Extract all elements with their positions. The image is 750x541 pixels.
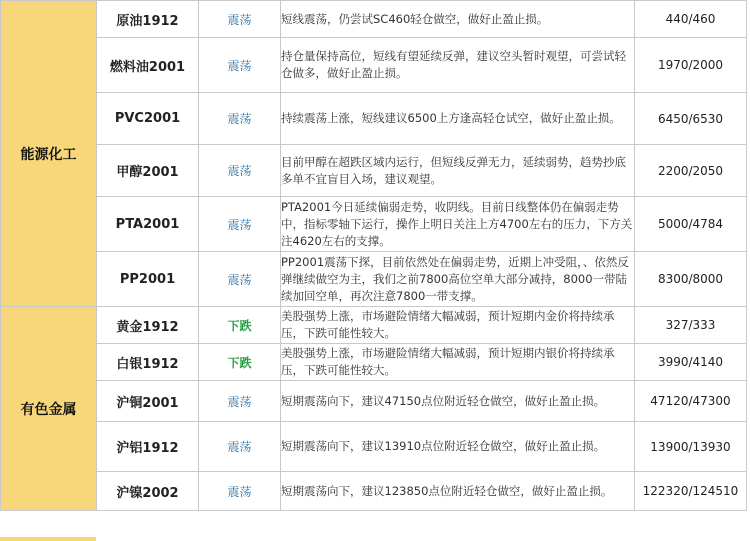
trend-label: 震荡 [227, 58, 252, 73]
strategy-comment: 短期震荡向下，建议47150点位附近轻仓做空，做好止盈止损。 [281, 381, 635, 422]
support-resistance-price: 13900/13930 [635, 422, 747, 472]
trend-cell [199, 344, 281, 381]
support-resistance-price: 440/460 [635, 1, 747, 38]
strategy-comment: 短期震荡向下，建议13910点位附近轻仓做空，做好止盈止损。 [281, 422, 635, 472]
support-resistance-price: 1970/2000 [635, 38, 747, 93]
sector-label: 能源化工 [1, 1, 97, 307]
contract-name: 白银1912 [97, 344, 199, 381]
table-row [1, 472, 747, 511]
strategy-comment: 目前甲醇在超跌区域内运行，但短线反弹无力，延续弱势，趋势抄底多单不宜盲目入场，建议观望。 [281, 145, 635, 197]
trend-cell [199, 93, 281, 145]
trend-label: 震荡 [227, 440, 252, 454]
support-resistance-price: 327/333 [635, 307, 747, 344]
strategy-comment: PTA2001今日延续偏弱走势，收阴线。目前日线整体仍在偏弱走势中，指标零轴下运行，操作上明日关注上方4700左右的压力，下方关注4620左右的支撑。 [281, 197, 635, 252]
trend-cell [199, 472, 281, 511]
trend-label: 震荡 [227, 484, 252, 499]
contract-name: 原油1912 [97, 1, 199, 38]
trend-cell [199, 197, 281, 252]
trend-label: 下跌 [227, 355, 252, 370]
support-resistance-price: 5000/4784 [635, 197, 747, 252]
trend-label: 震荡 [227, 164, 252, 178]
contract-name: 黄金1912 [97, 307, 199, 344]
trend-cell [199, 252, 281, 307]
trend-cell [199, 381, 281, 422]
table-row [1, 307, 747, 344]
trend-cell [199, 38, 281, 93]
trend-label: 震荡 [227, 217, 252, 232]
contract-name: 沪镍2002 [97, 472, 199, 511]
trend-label: 下跌 [227, 318, 252, 333]
trend-label: 震荡 [227, 272, 252, 287]
strategy-comment: 美股强势上涨，市场避险情绪大幅减弱，预计短期内银价将持续承压，下跌可能性较大。 [281, 344, 635, 381]
support-resistance-price: 3990/4140 [635, 344, 747, 381]
next-sector-strip [0, 537, 96, 541]
table-row [1, 197, 747, 252]
trend-label: 震荡 [227, 12, 252, 27]
strategy-comment: 持续震荡上涨，短线建议6500上方逢高轻仓试空，做好止盈止损。 [281, 93, 635, 145]
trend-cell [199, 145, 281, 197]
trend-label: 震荡 [227, 394, 252, 409]
contract-name: PTA2001 [97, 197, 199, 252]
strategy-comment: 短线震荡，仍尝试SC460轻仓做空，做好止盈止损。 [281, 1, 635, 38]
strategy-comment: PP2001震荡下探，目前依然处在偏弱走势，近期上冲受阻，、依然反弹继续做空为主，我们之前7800高位空单大部分减持，8000一带陆续加回空单，再次注意7800一带支撑。 [281, 252, 635, 307]
table-row [1, 145, 747, 197]
contract-name: PP2001 [97, 252, 199, 307]
strategy-comment: 持仓量保持高位，短线有望延续反弹，建议空头暂时观望，可尝试轻仓做多，做好止盈止损。 [281, 38, 635, 93]
table-row [1, 381, 747, 422]
trend-cell [199, 307, 281, 344]
contract-name: PVC2001 [97, 93, 199, 145]
contract-name: 燃料油2001 [97, 38, 199, 93]
table-row [1, 38, 747, 93]
table-row [1, 422, 747, 472]
trend-label: 震荡 [227, 112, 252, 126]
contract-name: 甲醇2001 [97, 145, 199, 197]
strategy-comment: 美股强势上涨，市场避险情绪大幅减弱，预计短期内金价将持续承压，下跌可能性较大。 [281, 307, 635, 344]
support-resistance-price: 47120/47300 [635, 381, 747, 422]
table-row [1, 1, 747, 38]
support-resistance-price: 6450/6530 [635, 93, 747, 145]
sector-label: 有色金属 [1, 307, 97, 511]
contract-name: 沪铜2001 [97, 381, 199, 422]
support-resistance-price: 2200/2050 [635, 145, 747, 197]
table-row [1, 93, 747, 145]
support-resistance-price: 8300/8000 [635, 252, 747, 307]
strategy-comment: 短期震荡向下，建议123850点位附近轻仓做空，做好止盈止损。 [281, 472, 635, 511]
support-resistance-price: 122320/124510 [635, 472, 747, 511]
trend-cell [199, 422, 281, 472]
table-row [1, 344, 747, 381]
contract-name: 沪铝1912 [97, 422, 199, 472]
trend-cell [199, 1, 281, 38]
table-row [1, 252, 747, 307]
